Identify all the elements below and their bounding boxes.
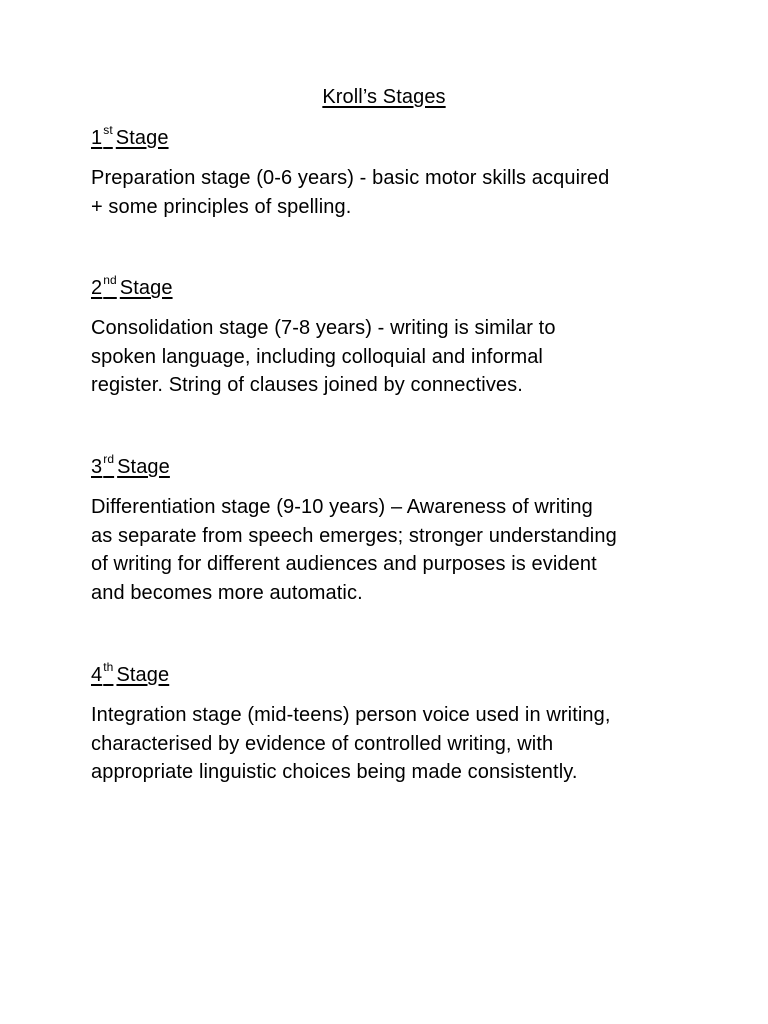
stage-number: 3 [91,456,103,478]
stage-2-description [91,314,691,400]
text-line: + some principles of spelling. [91,195,352,218]
stage-word: Stage [115,127,169,149]
text-line: appropriate linguistic choices being made consistently. [91,761,578,784]
stage-number: 2 [91,277,103,299]
text-line: spoken language, including colloquial and informal [91,345,543,368]
stage-4-heading [91,662,169,688]
text-line: register. String of clauses joined by connectives. [91,374,523,397]
stage-2-heading [91,275,173,301]
stage-3-description [91,493,691,608]
text-line: and becomes more automatic. [91,582,363,605]
stage-3-heading [91,454,170,480]
stage-ordinal-suffix: st [103,123,113,138]
stage-number: 1 [91,127,103,149]
stage-ordinal-suffix: rd [103,452,115,467]
stage-1-description [91,164,691,221]
stage-4-description [91,701,691,787]
text-line: of writing for different audiences and purposes is evident [91,553,597,576]
text-line: Differentiation stage (9-10 years) – Awareness of writing [91,496,593,518]
text-line: Integration stage (mid-teens) person voice used in writing, [91,704,611,726]
stage-word: Stage [117,456,170,478]
document-title: Kroll’s Stages [322,86,446,108]
text-line: Preparation stage (0-6 years) - basic motor skills acquired [91,167,610,189]
text-line: characterised by evidence of controlled writing, with [91,732,554,755]
text-line: as separate from speech emerges; stronger understanding [91,524,617,547]
text-line: Consolidation stage (7-8 years) - writing is similar to [91,317,556,339]
stage-ordinal-suffix: th [103,660,114,675]
stage-1-heading [91,125,169,151]
stage-ordinal-suffix: nd [103,273,117,288]
stage-word: Stage [116,664,170,686]
stage-word: Stage [119,277,173,299]
stage-number: 4 [91,664,103,686]
